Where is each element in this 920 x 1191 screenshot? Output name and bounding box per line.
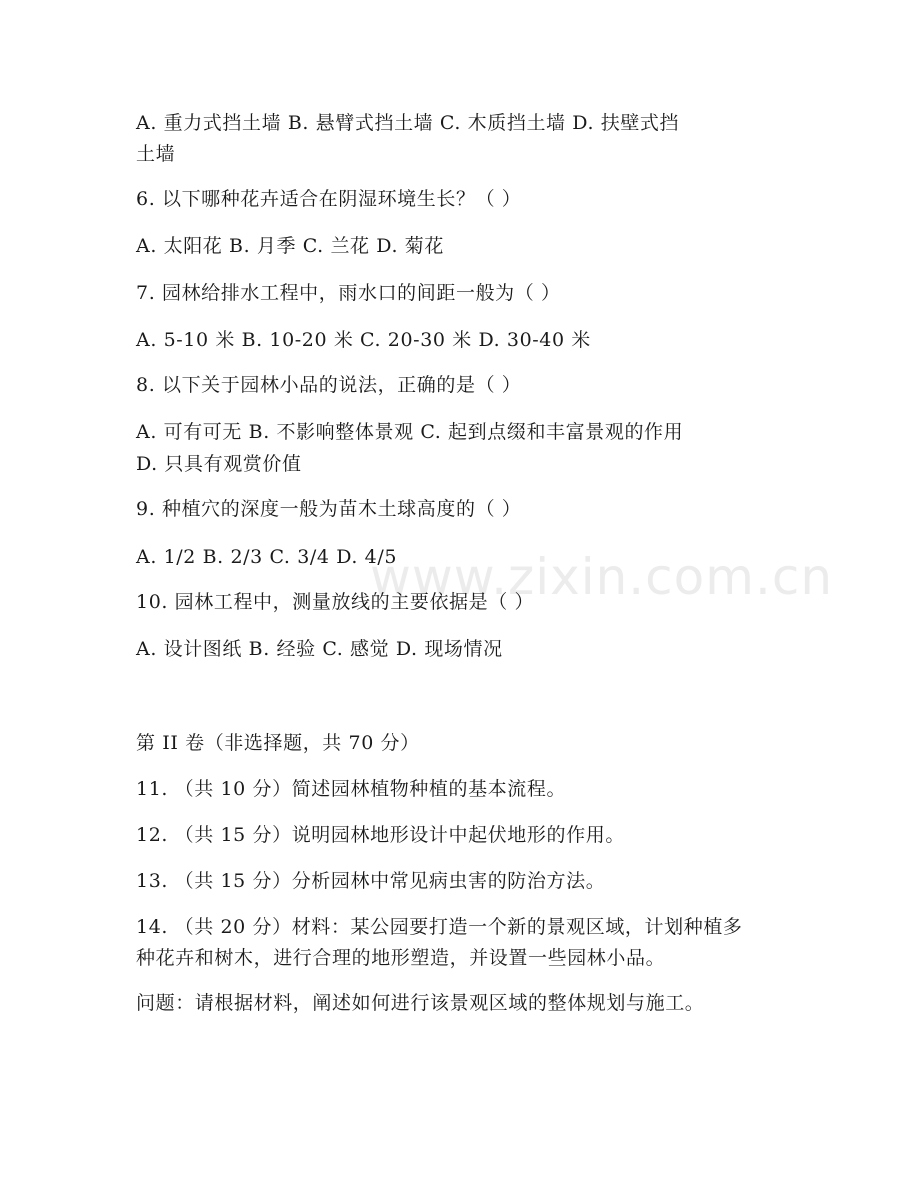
q8-options-line1: A. 可有可无 B. 不影响整体景观 C. 起到点缀和丰富景观的作用 [136, 421, 684, 443]
q10-question: 10. 园林工程中，测量放线的主要依据是（ ） [136, 591, 535, 613]
q13-question: 13. （共 15 分）分析园林中常见病虫害的防治方法。 [136, 870, 606, 892]
q12-question: 12. （共 15 分）说明园林地形设计中起伏地形的作用。 [136, 824, 625, 846]
q7-options: A. 5-10 米 B. 10-20 米 C. 20-30 米 D. 30-40 米 [136, 329, 591, 351]
q9-question: 9. 种植穴的深度一般为苗木土球高度的（ ） [136, 498, 522, 520]
q8-question: 8. 以下关于园林小品的说法，正确的是（ ） [136, 374, 522, 396]
q14-material-line1: 14. （共 20 分）材料：某公园要打造一个新的景观区域，计划种植多 [136, 916, 743, 938]
q7-question: 7. 园林给排水工程中，雨水口的间距一般为（ ） [136, 282, 561, 304]
section2-title: 第 II 卷（非选择题，共 70 分） [136, 732, 420, 754]
q8-options-line2: D. 只具有观赏价值 [136, 453, 302, 475]
q6-question: 6. 以下哪种花卉适合在阴湿环境生长？（ ） [136, 188, 522, 210]
q10-options: A. 设计图纸 B. 经验 C. 感觉 D. 现场情况 [136, 638, 503, 660]
q9-options: A. 1/2 B. 2/3 C. 3/4 D. 4/5 [136, 546, 398, 568]
q6-options: A. 太阳花 B. 月季 C. 兰花 D. 菊花 [136, 235, 444, 257]
q5-options-line2: 土墙 [136, 143, 176, 165]
q14-question: 问题：请根据材料，阐述如何进行该景观区域的整体规划与施工。 [136, 992, 705, 1014]
q14-material-line2: 种花卉和树木，进行合理的地形塑造，并设置一些园林小品。 [136, 947, 666, 969]
q5-options-line1: A. 重力式挡土墙 B. 悬臂式挡土墙 C. 木质挡土墙 D. 扶壁式挡 [136, 112, 680, 134]
watermark: www.zixin.com.cn [370, 548, 834, 606]
q11-question: 11. （共 10 分）简述园林植物种植的基本流程。 [136, 778, 567, 800]
